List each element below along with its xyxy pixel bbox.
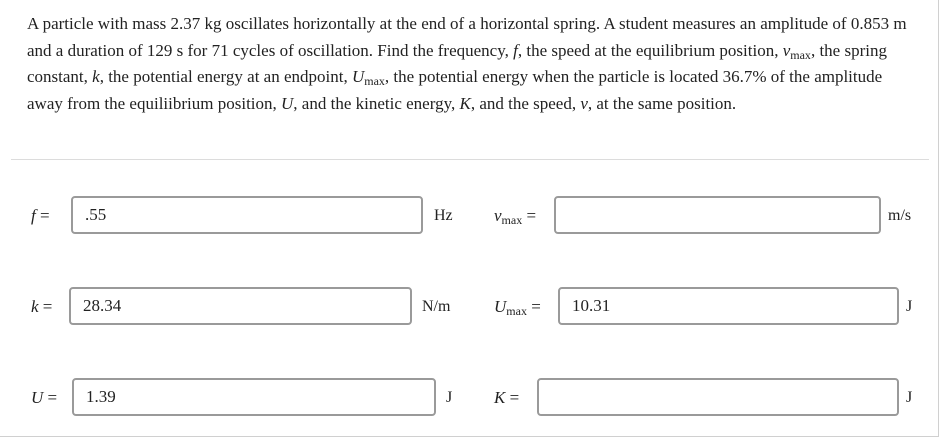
kinetic-energy-input[interactable] xyxy=(537,378,899,416)
umax-unit: J xyxy=(906,298,913,315)
vmax-unit: m/s xyxy=(888,207,912,224)
kinetic-energy-unit: J xyxy=(906,389,913,406)
question-text: A particle with mass 2.37 kg oscillates horizontally at the end of a horizontal spring. A student measures an amplitude of 0.853 m and a duration of 129 s for 71 cycles of oscillation. Find the frequency, f, the speed at the equilibrium position, $v_{max}$, the spring constant, k, the potential energy at an endpoint, $U_{max}$, the potential energy when the particle is located 36.7% of the amplitude away from the equiliibrium position, U, and the kinetic energy, K, and the speed, v, at the same position. xyxy=(27,14,907,113)
frequency-unit: Hz xyxy=(434,207,453,224)
potential-energy-unit: J xyxy=(446,389,453,406)
frequency-label: f = xyxy=(31,206,50,225)
spring-constant-label: k = xyxy=(31,297,53,316)
potential-energy-label: U = xyxy=(31,388,58,407)
spring-constant-input[interactable] xyxy=(69,287,412,325)
frequency-input[interactable] xyxy=(71,196,423,234)
umax-label: $U_{max}$ = xyxy=(494,297,541,318)
kinetic-energy-label: K = xyxy=(494,388,520,407)
vmax-label: $v_{max}$ = xyxy=(494,206,537,227)
divider xyxy=(11,159,929,160)
potential-energy-input[interactable] xyxy=(72,378,436,416)
vmax-input[interactable] xyxy=(554,196,881,234)
spring-constant-unit: N/m xyxy=(422,298,451,315)
umax-input[interactable] xyxy=(558,287,899,325)
